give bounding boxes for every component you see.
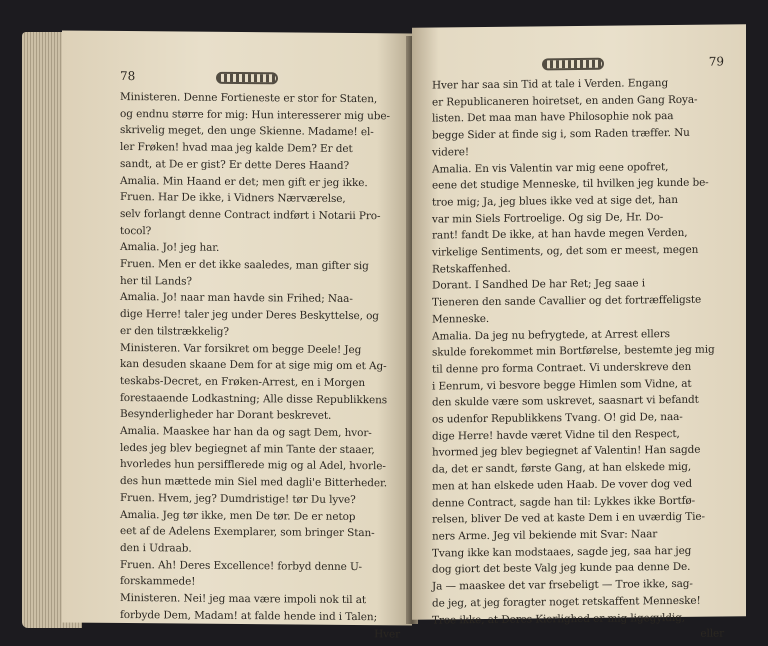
text-line: des hun mættede min Siel med dagli'e Bitterheder. xyxy=(120,475,387,490)
text-line: Amalia. Jo! jeg har. xyxy=(120,241,220,255)
text-line: Ministeren. Nei! jeg maa være impoli nok til at xyxy=(120,592,367,607)
text-line: da, det er sandt, første Gang, at han elskede mig, xyxy=(432,460,692,476)
text-line: eet af de Adelens Exemplarer, som bringer Stan- xyxy=(120,525,375,540)
text-line: Amalia. Jo! naar man havde sin Frihed; Naa- xyxy=(120,291,353,306)
text-line: hvorledes hun persifflerede mig og al Adel, hvorle- xyxy=(120,458,386,473)
text-line: videre! xyxy=(432,145,469,159)
text-line: Fruen. Hvem, jeg? Dumdristige! tør Du lyve? xyxy=(120,491,356,506)
text-line: Dorant. I Sandhed De har Ret; Jeg saae i xyxy=(432,277,645,292)
open-book xyxy=(22,18,752,640)
text-line: de jeg, at jeg foragter noget retskaffent Menneske! xyxy=(432,594,701,610)
text-line: troe mig; Ja, jeg blues ikke ved at sige det, han xyxy=(432,193,678,209)
text-line: Retskaffenhed. xyxy=(432,262,511,276)
page-number: 79 xyxy=(708,54,724,69)
text-line: Ja — maaskee det var frsebeligt — Troe ikke, sag- xyxy=(432,577,693,593)
text-line: er den tilstrækkelig? xyxy=(120,324,229,338)
text-line: ler Frøken! hvad maa jeg kalde Dem? Er det xyxy=(120,141,353,156)
text-line: var min Siels Fortroelige. Og sig De, Hr. Do- xyxy=(432,210,664,226)
text-line: i Eenrum, vi besvore begge Himlen som Vidne, at xyxy=(432,377,692,393)
text-line: her til Lands? xyxy=(120,274,192,288)
text-line: Amalia. Maaskee har han da og sagt Dem, hvor- xyxy=(120,425,372,440)
text-line: rant! fandt De ikke, at han havde megen Verden, xyxy=(432,227,688,242)
text-line: og endnu større for mig: Hun interesserer mig ube- xyxy=(120,107,390,123)
text-line: Tieneren den sande Cavallier og det fortræffeligste xyxy=(432,293,702,309)
text-line: denne Contract, sagde han til: Lykkes ikke Bortfø- xyxy=(432,494,696,510)
text-line: ners Arme. Jeg vil bekiende mit Svar: Naar xyxy=(432,528,658,543)
text-line: teskabs-Decret, en Frøken-Arrest, en i Morgen xyxy=(120,374,365,390)
ornament-icon xyxy=(542,58,604,71)
text-line: Troe ikke, at Deres Kierlighed er mig ligegyldig, xyxy=(432,611,686,627)
text-line: forbyde Dem, Madam! at falde hende ind i Talen; xyxy=(120,608,378,624)
text-line: den skulde være som uskrevet, saasnart vi befandt xyxy=(432,394,699,409)
text-line: Menneske. xyxy=(432,312,490,326)
text-line: dog giort det beste Valg jeg kunde paa denne De. xyxy=(432,561,691,576)
text-line: os udenfor Republikkens Tvang. O! gid De, naa- xyxy=(432,410,683,426)
text-line: Besynderligheder har Dorant beskrevet. xyxy=(120,408,332,423)
text-line: selv forlangt denne Contract indført i Notarii Pro- xyxy=(120,207,381,223)
text-line: listen. Det maa man have Philosophie nok paa xyxy=(432,110,674,125)
text-line: Fruen. Ah! Deres Excellence! forbyd denne U- xyxy=(120,558,363,573)
text-line: sandt, at De er gist? Er dette Deres Haand? xyxy=(120,157,350,172)
text-line: er Republicaneren hoiretset, en anden Gang Roya- xyxy=(432,93,698,109)
text-line: Tvang ikke kan modstaaes, sagde jeg, saa har jeg xyxy=(432,544,692,560)
text-line: Amalia. Min Haand er det; men gift er jeg ikke. xyxy=(120,174,368,189)
text-line: Ministeren. Var forsikret om begge Deele! Jeg xyxy=(120,341,362,356)
right-page xyxy=(412,24,746,640)
text-line: hvormed jeg blev begiegnet af Valentin! Han sagde xyxy=(432,444,701,460)
text-line: virkelige Sentiments, og, det som er meest, megen xyxy=(432,243,699,259)
text-line: ledes jeg blev begiegnet af min Tante der staaer, xyxy=(120,441,375,456)
text-line: eene det studige Menneske, til hvilken jeg kunde be- xyxy=(432,176,709,192)
text-line: Hver har saa sin Tid at tale i Verden. Engang xyxy=(432,77,669,92)
text-line: tocol? xyxy=(120,224,152,237)
text-line: Fruen. Men er det ikke saaledes, man gifter sig xyxy=(120,258,369,273)
text-line: dige Herre! taler jeg under Deres Beskyttelse, og xyxy=(120,308,379,323)
right-page-header xyxy=(432,56,728,73)
text-line: men at han elskede uden Haab. De vover dog ved xyxy=(432,477,692,493)
text-line: begge Sider at finde sig i, som Raden træffer. Nu xyxy=(432,126,690,142)
text-line: dige Herre! havde været Vidne til den Respect, xyxy=(432,427,680,443)
text-line: skulde forekommet min Bortførelse, bestemte jeg mig xyxy=(432,343,715,359)
text-line: Amalia. Da jeg nu befrygtede, at Arrest ellers xyxy=(432,327,670,343)
catchword: eller xyxy=(700,627,724,640)
left-page-header xyxy=(120,68,404,87)
text-line: skrivelig meget, den unge Skienne. Madame! el- xyxy=(120,124,374,139)
catchword: Hver xyxy=(374,627,400,640)
text-line: Fruen. Har De ikke, i Vidners Nærværelse, xyxy=(120,191,346,206)
ornament-icon xyxy=(216,72,278,85)
text-line: den i Udraab. xyxy=(120,541,192,555)
text-line: forestaaende Lodkastning; Alle disse Republikkens xyxy=(120,391,388,406)
text-line: forskammede! xyxy=(120,575,196,589)
text-line: Ministeren. Denne Fortieneste er stor for Staten, xyxy=(120,90,378,106)
left-text-block xyxy=(120,89,404,626)
text-line: kan desuden skaane Dem for at sige mig om et Ag- xyxy=(120,358,387,373)
page-number: 78 xyxy=(120,68,136,84)
text-line: Amalia. Jeg tør ikke, men De tør. De er netop xyxy=(120,508,356,523)
text-line: relsen, bliver De ved at kaste Dem i en uværdig Tie- xyxy=(432,510,705,526)
left-page xyxy=(62,30,412,640)
right-text-block xyxy=(432,74,728,628)
text-line: Amalia. En vis Valentin var mig eene opofret, xyxy=(432,160,669,176)
text-line: til denne pro forma Contraet. Vi underskreve den xyxy=(432,360,692,376)
